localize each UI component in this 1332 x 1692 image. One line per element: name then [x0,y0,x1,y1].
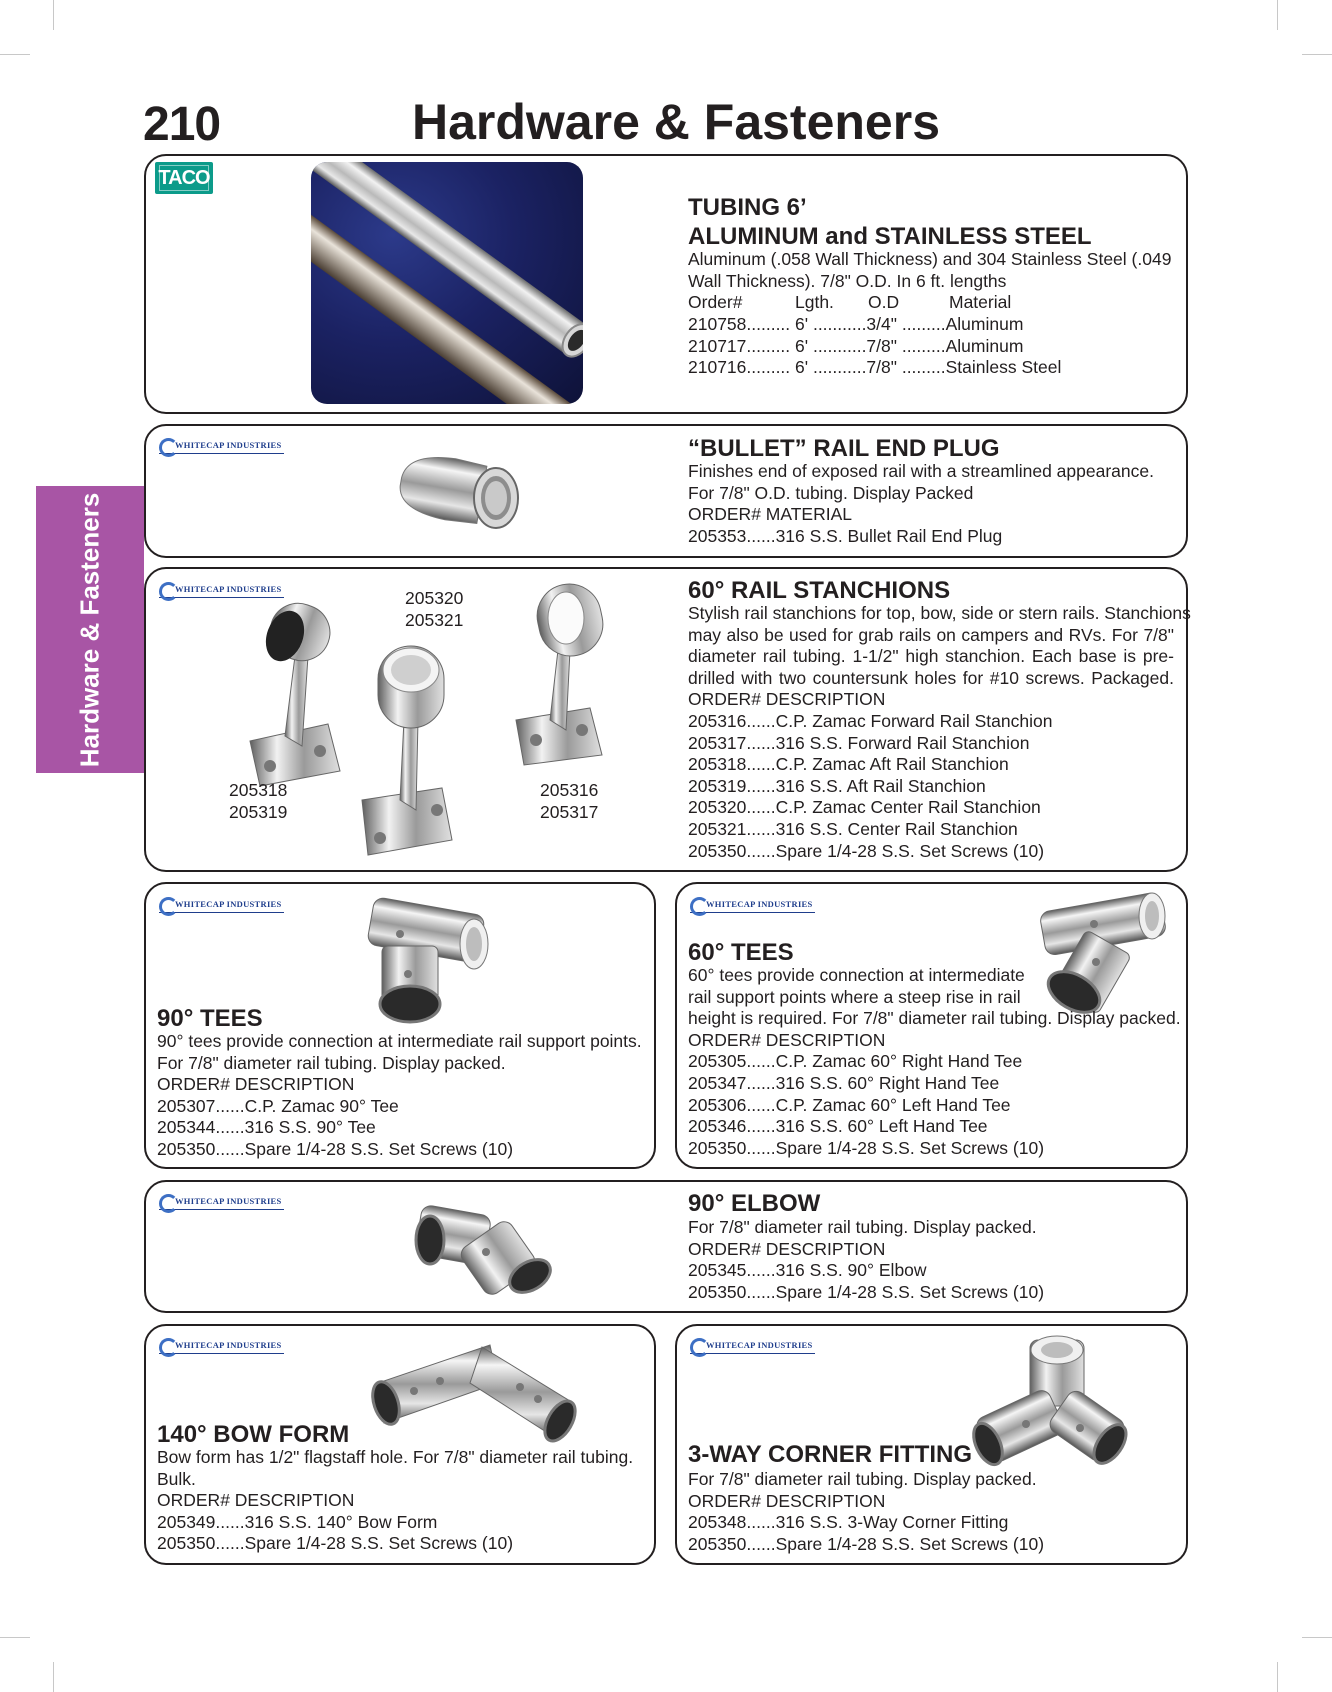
crop-mark [53,0,54,30]
whitecap-logo: WHITECAP INDUSTRIES [159,580,284,598]
table-row: 205348......316 S.S. 3-Way Corner Fitting [688,1512,1009,1533]
text-line: height is required. For 7/8" diameter rail tubing. Display packed. [688,1008,1181,1029]
table-row: 205350......Spare 1/4-28 S.S. Set Screws (10) [688,1533,1045,1554]
tubing-title-line2: ALUMINUM and STAINLESS STEEL [688,223,1092,250]
text-line: diameter rail tubing. 1-1/2" high stanchion. Each base is pre- [688,646,1174,667]
crop-mark [0,1637,30,1638]
table-row: 205306......C.P. Zamac 60° Left Hand Tee [688,1094,1011,1115]
part-number: 205320 [405,588,464,608]
table-row: 205305......C.P. Zamac 60° Right Hand Tee [688,1051,1023,1072]
table-row: 210716......... 6' ...........7/8" .........Stainless Steel [688,357,1062,378]
bow-description [157,1447,633,1555]
text-line: drilled with two countersunk holes for #10 screws. Packaged. [688,667,1174,688]
tubing-desc-line: Wall Thickness). 7/8" O.D. In 6 ft. lengths [688,270,1007,291]
table-row: 205346......316 S.S. 60° Left Hand Tee [688,1116,988,1137]
stanchion-label-left [229,780,287,823]
whitecap-logo: WHITECAP INDUSTRIES [690,895,815,913]
table-header: ORDER# DESCRIPTION [688,689,886,710]
bullet-title: “BULLET” RAIL END PLUG [688,435,1000,462]
page-title: Hardware & Fasteners [412,94,941,150]
col-order: Order# [688,292,743,312]
table-row: 205320......C.P. Zamac Center Rail Stanchion [688,797,1041,818]
table-header: ORDER# MATERIAL [688,504,853,525]
stanchion-label-center [405,588,463,631]
text-line: Bow form has 1/2" flagstaff hole. For 7/8" diameter rail tubing. [157,1447,634,1467]
table-row: 205350......Spare 1/4-28 S.S. Set Screws (10) [688,1281,1045,1302]
text-line: Bulk. [157,1468,196,1489]
table-row: 205319......316 S.S. Aft Rail Stanchion [688,775,986,796]
tees90-title: 90° TEES [157,1005,263,1032]
tubing-title-line1: TUBING 6’ [688,194,807,221]
tubing-photo [311,162,583,404]
table-row: 205350......Spare 1/4-28 S.S. Set Screws (10) [688,840,1045,861]
section-side-tab-label: Hardware & Fasteners [74,492,105,767]
corner-fitting-image [970,1332,1130,1482]
table-row: 205344......316 S.S. 90° Tee [157,1117,376,1138]
table-row: 205316......C.P. Zamac Forward Rail Stanchion [688,710,1053,731]
crop-mark [0,54,30,55]
table-row: 205317......316 S.S. Forward Rail Stanchion [688,732,1030,753]
text-line: For 7/8" diameter rail tubing. Display packed. [688,1217,1037,1237]
table-header: ORDER# DESCRIPTION [688,1490,886,1511]
page-number: 210 [143,98,221,151]
table-row: 205350......Spare 1/4-28 S.S. Set Screws (10) [157,1533,514,1554]
elbow-title: 90° ELBOW [688,1190,821,1217]
tees60-title: 60° TEES [688,939,794,966]
taco-logo: TACO [155,162,213,194]
text-line: Finishes end of exposed rail with a streamlined appearance. [688,461,1154,481]
whitecap-logo: WHITECAP INDUSTRIES [159,1192,284,1210]
crop-mark [1277,1662,1278,1692]
stanchions-description [688,603,1191,862]
text-line: 90° tees provide connection at intermediate rail support points. [157,1031,642,1051]
whitecap-logo: WHITECAP INDUSTRIES [690,1336,815,1354]
part-number: 205318 [229,780,288,800]
part-number: 205316 [540,780,599,800]
tees60-description [688,965,1181,1159]
elbow-image [408,1190,558,1300]
col-material: Material [949,292,1012,312]
stanchions-title: 60° RAIL STANCHIONS [688,577,951,604]
center-stanchion-image [352,640,472,862]
crop-mark [53,1662,54,1692]
whitecap-logo: WHITECAP INDUSTRIES [159,895,284,913]
table-row: 205321......316 S.S. Center Rail Stanchion [688,818,1018,839]
section-side-tab [36,486,144,773]
text-line: may also be used for grab rails on campers and RVs. For 7/8" [688,624,1174,645]
bullet-description [688,461,1154,547]
tubing-rows [688,314,1061,379]
table-row: 205307......C.P. Zamac 90° Tee [157,1095,399,1116]
table-row: 205350......Spare 1/4-28 S.S. Set Screws (10) [157,1138,514,1159]
table-row: 210758......... 6' ...........3/4" .........Aluminum [688,314,1024,334]
aft-stanchion-image [240,596,360,791]
part-number: 205321 [405,609,464,630]
tees90-description [157,1031,642,1161]
bow-form-image [370,1335,590,1445]
stanchion-label-right [540,780,598,823]
whitecap-logo: WHITECAP INDUSTRIES [159,436,284,454]
crop-mark [1302,54,1332,55]
text-line: For 7/8" O.D. tubing. Display Packed [688,482,974,503]
col-length: Lgth. [795,292,834,312]
bullet-plug-image [390,450,530,534]
table-row: 205353......316 S.S. Bullet Rail End Plug [688,525,1003,546]
text-line: For 7/8" diameter rail tubing. Display packed. [157,1052,506,1073]
table-row: 205347......316 S.S. 60° Right Hand Tee [688,1072,1000,1093]
forward-stanchion-image [510,580,620,775]
tee90-image [362,892,492,1026]
elbow-description [688,1217,1044,1303]
whitecap-logo: WHITECAP INDUSTRIES [159,1336,284,1354]
crop-mark [1302,1637,1332,1638]
table-header: ORDER# DESCRIPTION [157,1490,355,1511]
text-line: 60° tees provide connection at intermediate [688,965,1025,985]
table-row: 210717......... 6' ...........7/8" .........Aluminum [688,335,1024,356]
text-line: For 7/8" diameter rail tubing. Display packed. [688,1469,1037,1489]
part-number: 205319 [229,801,288,822]
tubing-desc-line: Aluminum (.058 Wall Thickness) and 304 Stainless Steel (.049 [688,249,1172,269]
table-row: 205350......Spare 1/4-28 S.S. Set Screws (10) [688,1137,1045,1158]
table-header: ORDER# DESCRIPTION [688,1238,886,1259]
table-row: 205349......316 S.S. 140° Bow Form [157,1511,438,1532]
table-header: ORDER# DESCRIPTION [157,1074,355,1095]
table-row: 205318......C.P. Zamac Aft Rail Stanchion [688,754,1009,775]
table-header: ORDER# DESCRIPTION [688,1029,886,1050]
tubing-description [688,249,1171,292]
text-line: rail support points where a steep rise in rail [688,986,1021,1007]
part-number: 205317 [540,801,599,822]
corner-description [688,1469,1044,1555]
text-line: Stylish rail stanchions for top, bow, side or stern rails. Stanchions [688,603,1191,623]
crop-mark [1277,0,1278,30]
col-od: O.D [868,292,900,312]
tubing-table-header [688,292,1028,314]
corner-title: 3-WAY CORNER FITTING [688,1441,973,1468]
table-row: 205345......316 S.S. 90° Elbow [688,1260,927,1281]
bow-title: 140° BOW FORM [157,1421,350,1448]
